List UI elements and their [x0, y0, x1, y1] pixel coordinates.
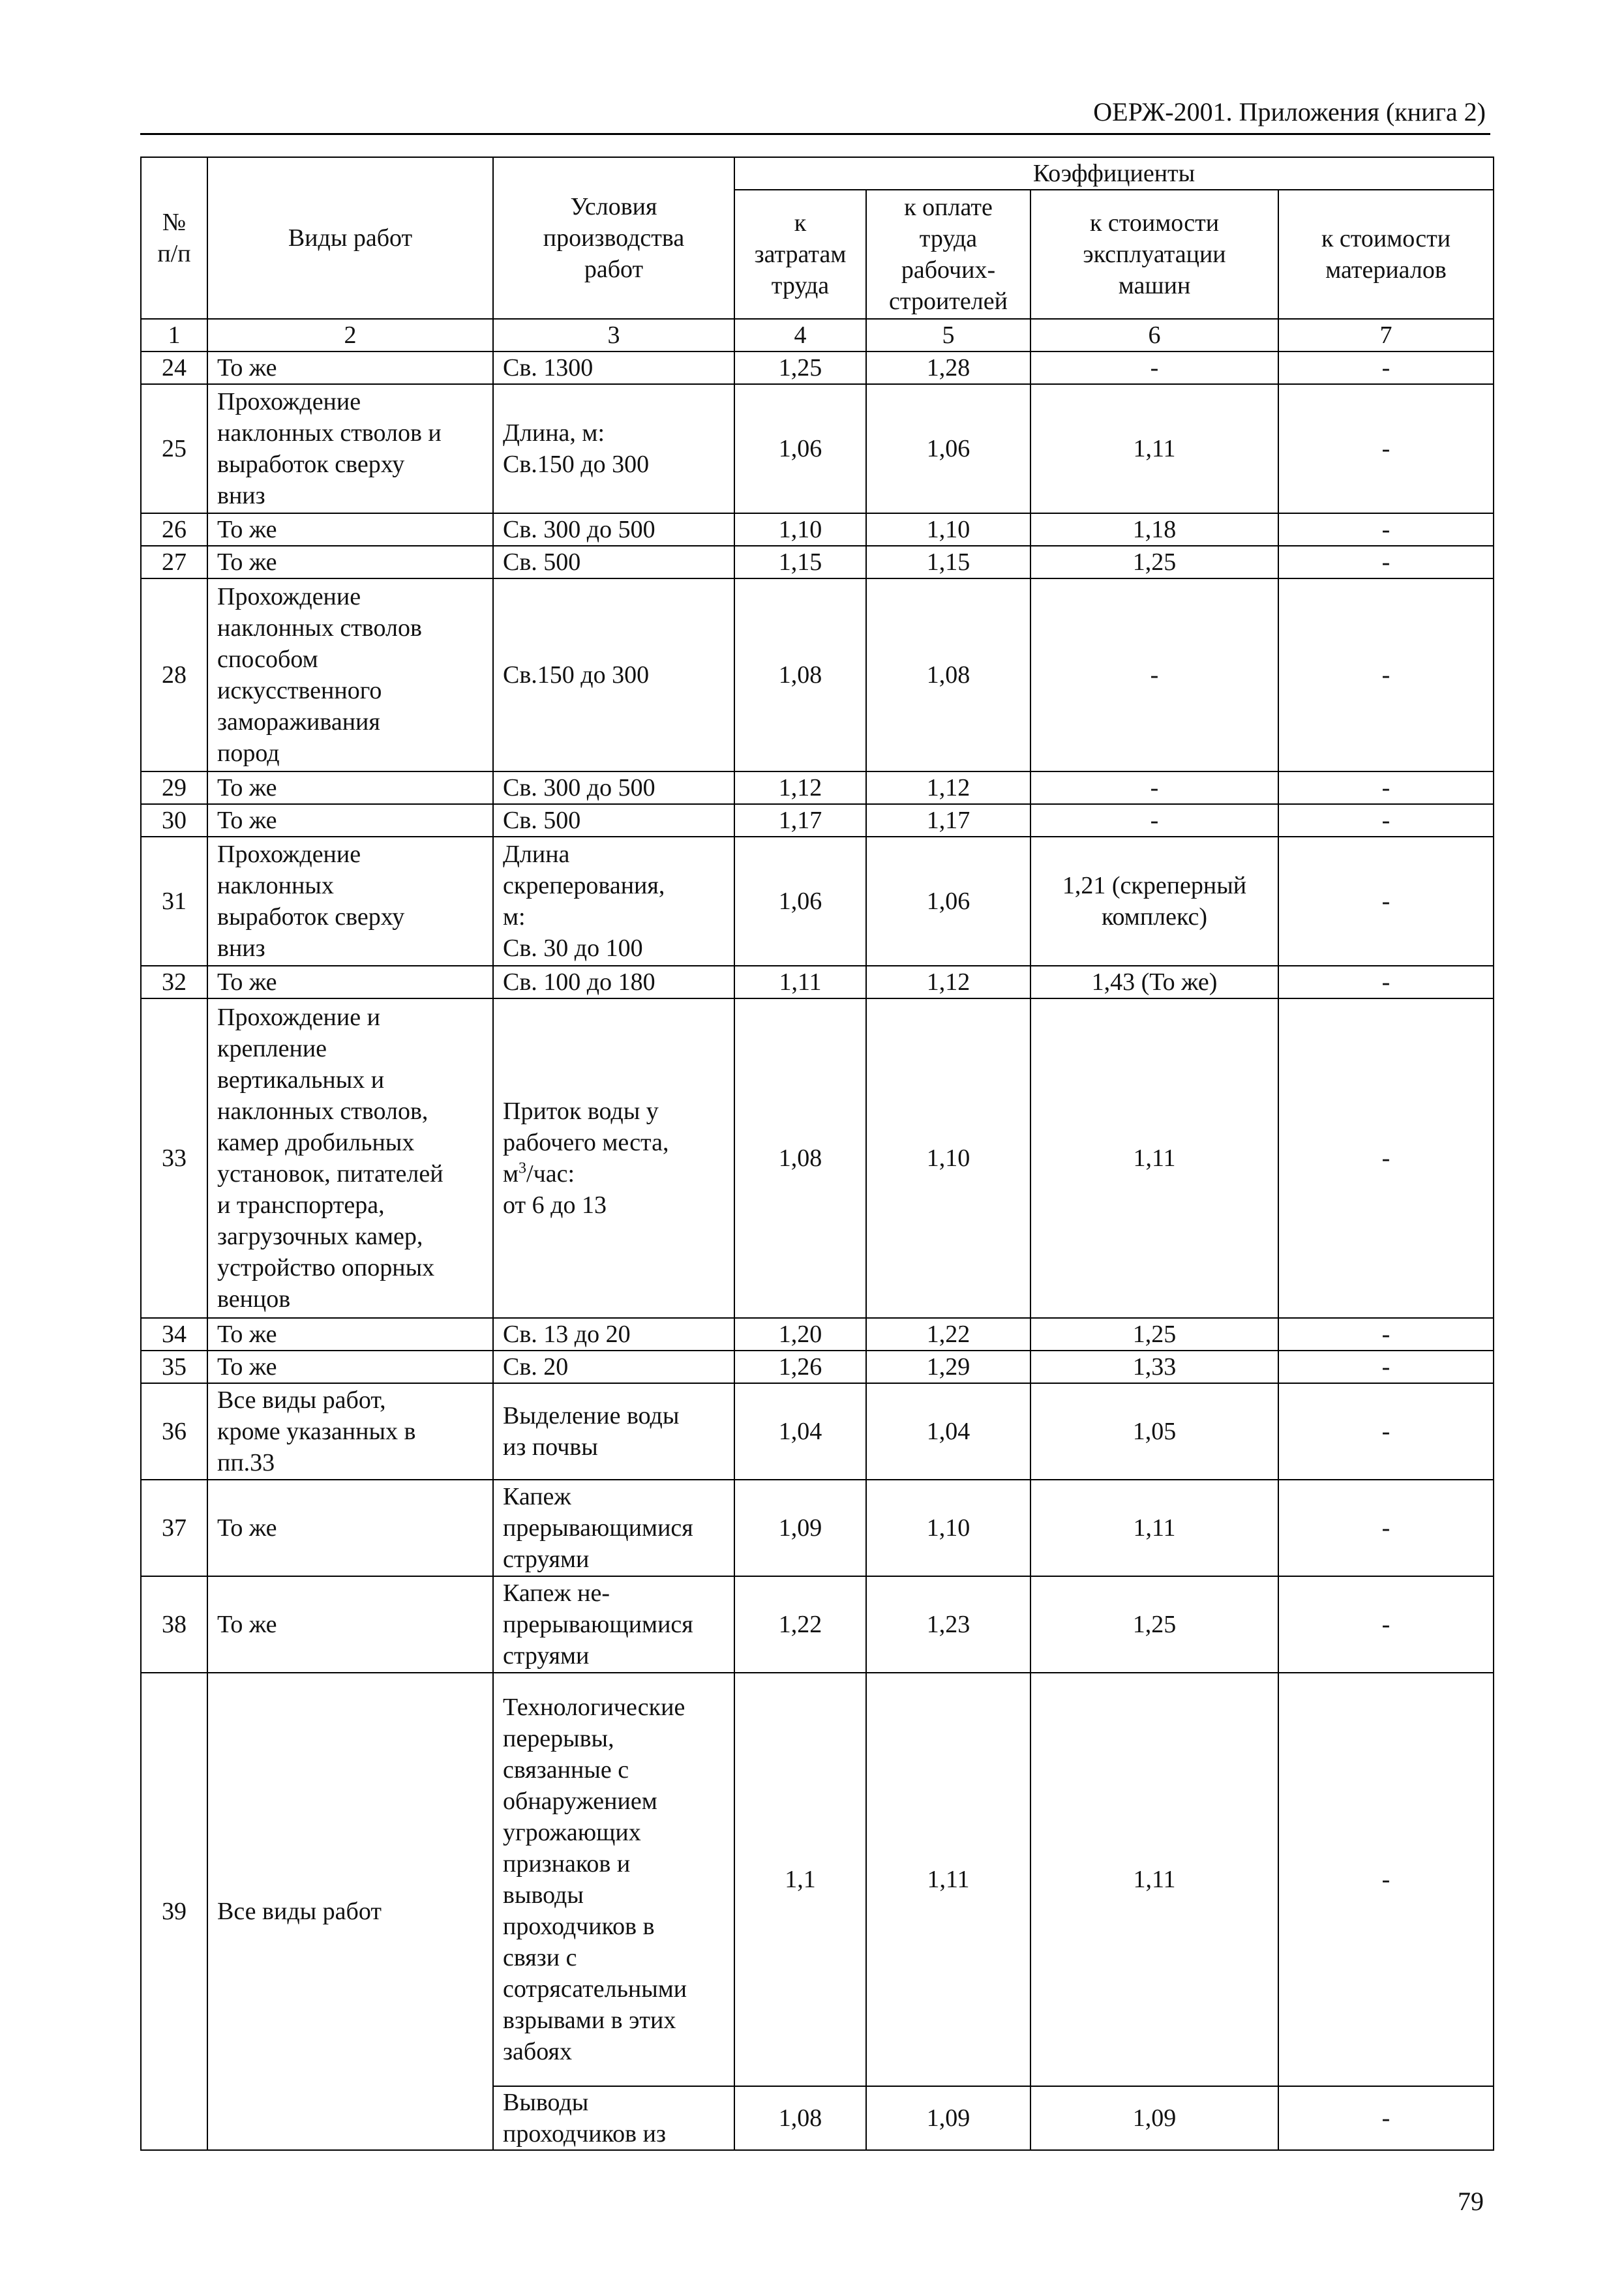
table-row [141, 1480, 1494, 1576]
column-number-row [141, 319, 1494, 352]
coef-wages: 1,12 [866, 966, 1030, 998]
coef-wages: 1,09 [866, 2086, 1030, 2150]
coef-wages: 1,15 [866, 546, 1030, 578]
work-type: То же [207, 352, 493, 384]
page-number: 79 [1458, 2187, 1484, 2216]
header-machines: к стоимости эксплуатации машин [1030, 190, 1278, 319]
coef-machines: - [1030, 578, 1278, 771]
work-type: То же [207, 1318, 493, 1351]
row-number: 33 [141, 998, 207, 1318]
coef-machines: 1,33 [1030, 1351, 1278, 1383]
conditions: Св. 13 до 20 [493, 1318, 734, 1351]
work-type: То же [207, 1351, 493, 1383]
table-row [141, 1351, 1494, 1383]
work-type: Прохождение и крепление вертикальных и наклонных стволов, камер дробильных установок, питателей и транспортера, загрузочных камер, устройство опорных венцов [207, 998, 493, 1318]
coef-wages: 1,10 [866, 1480, 1030, 1576]
conditions: Св. 500 [493, 804, 734, 837]
work-type: То же [207, 804, 493, 837]
header-wages: к оплате труда рабочих- строителей [866, 190, 1030, 319]
coef-materials: - [1278, 966, 1494, 998]
coef-machines: 1,18 [1030, 513, 1278, 546]
coef-machines: 1,43 (То же) [1030, 966, 1278, 998]
coef-wages: 1,06 [866, 837, 1030, 966]
table-row [141, 804, 1494, 837]
coef-labor: 1,04 [734, 1383, 866, 1480]
coef-materials: - [1278, 578, 1494, 771]
coef-materials: - [1278, 1383, 1494, 1480]
work-type: Все виды работ [207, 1673, 493, 2150]
conditions: Св. 20 [493, 1351, 734, 1383]
conditions: Выводы проходчиков из [493, 2086, 734, 2150]
table-row [141, 837, 1494, 966]
coef-machines: - [1030, 352, 1278, 384]
table-row [141, 771, 1494, 804]
work-type: Прохождение наклонных стволов и выработок сверху вниз [207, 384, 493, 513]
coef-materials: - [1278, 1318, 1494, 1351]
conditions: Св. 1300 [493, 352, 734, 384]
coef-labor: 1,26 [734, 1351, 866, 1383]
row-number: 38 [141, 1576, 207, 1673]
coef-labor: 1,08 [734, 2086, 866, 2150]
conditions: Св. 500 [493, 546, 734, 578]
coef-wages: 1,29 [866, 1351, 1030, 1383]
table-row [141, 578, 1494, 771]
coef-materials: - [1278, 837, 1494, 966]
coef-wages: 1,23 [866, 1576, 1030, 1673]
coef-wages: 1,04 [866, 1383, 1030, 1480]
header-num: № п/п [141, 157, 207, 319]
conditions: Выделение воды из почвы [493, 1383, 734, 1480]
coef-wages: 1,10 [866, 513, 1030, 546]
superscript: 3 [519, 1159, 527, 1177]
coef-labor: 1,20 [734, 1318, 866, 1351]
work-type: Прохождение наклонных выработок сверху вниз [207, 837, 493, 966]
conditions: Св. 100 до 180 [493, 966, 734, 998]
coef-materials: - [1278, 384, 1494, 513]
column-number: 2 [207, 319, 493, 352]
coef-labor: 1,1 [734, 1673, 866, 2086]
coef-machines: 1,11 [1030, 998, 1278, 1318]
coef-labor: 1,08 [734, 578, 866, 771]
coef-materials: - [1278, 1576, 1494, 1673]
header-work: Виды работ [207, 157, 493, 319]
column-number: 6 [1030, 319, 1278, 352]
conditions: Приток воды у рабочего места, $м^3$/час: от 6 до 13 [493, 998, 734, 1318]
coef-labor: 1,12 [734, 771, 866, 804]
row-number: 27 [141, 546, 207, 578]
coef-wages: 1,11 [866, 1673, 1030, 2086]
row-number: 36 [141, 1383, 207, 1480]
coef-labor: 1,06 [734, 837, 866, 966]
work-type: То же [207, 1576, 493, 1673]
work-type: Прохождение наклонных стволов способом искусственного замораживания пород [207, 578, 493, 771]
coef-materials: - [1278, 2086, 1494, 2150]
header-coefficients: Коэффициенты [734, 157, 1494, 190]
header-conditions: Условия производства работ [493, 157, 734, 319]
conditions: Технологические перерывы, связанные с обнаружением угрожающих признаков и выводы проходчиков в связи с сотрясательными взрывами в этих забоях [493, 1673, 734, 2086]
row-number: 35 [141, 1351, 207, 1383]
work-type: То же [207, 546, 493, 578]
table-row [141, 1673, 1494, 2086]
table-row [141, 998, 1494, 1318]
header-rule [140, 133, 1490, 135]
conditions: Св.150 до 300 [493, 578, 734, 771]
conditions: Капеж прерывающимися струями [493, 1480, 734, 1576]
row-number: 30 [141, 804, 207, 837]
table-row [141, 1576, 1494, 1673]
column-number: 5 [866, 319, 1030, 352]
table-row [141, 546, 1494, 578]
coef-machines: 1,25 [1030, 1318, 1278, 1351]
coef-materials: - [1278, 1480, 1494, 1576]
conditions: Длина скреперования, м: Св. 30 до 100 [493, 837, 734, 966]
conditions: Капеж не- прерывающимися струями [493, 1576, 734, 1673]
work-type: То же [207, 513, 493, 546]
coef-labor: 1,17 [734, 804, 866, 837]
coef-materials: - [1278, 1673, 1494, 2086]
coef-machines: 1,05 [1030, 1383, 1278, 1480]
coef-wages: 1,12 [866, 771, 1030, 804]
column-number: 1 [141, 319, 207, 352]
coef-labor: 1,08 [734, 998, 866, 1318]
header-materials: к стоимости материалов [1278, 190, 1494, 319]
coef-materials: - [1278, 804, 1494, 837]
row-number: 25 [141, 384, 207, 513]
row-number: 31 [141, 837, 207, 966]
header-labor: к затратам труда [734, 190, 866, 319]
row-number: 32 [141, 966, 207, 998]
coefficients-table [140, 157, 1494, 2151]
table-row [141, 352, 1494, 384]
row-number: 37 [141, 1480, 207, 1576]
coef-labor: 1,10 [734, 513, 866, 546]
coef-materials: - [1278, 1351, 1494, 1383]
row-number: 39 [141, 1673, 207, 2150]
coef-labor: 1,25 [734, 352, 866, 384]
coef-machines: 1,09 [1030, 2086, 1278, 2150]
column-number: 3 [493, 319, 734, 352]
coef-materials: - [1278, 771, 1494, 804]
coef-materials: - [1278, 513, 1494, 546]
table-row [141, 1318, 1494, 1351]
row-number: 34 [141, 1318, 207, 1351]
coef-machines: 1,11 [1030, 384, 1278, 513]
coef-machines: - [1030, 804, 1278, 837]
work-type: То же [207, 1480, 493, 1576]
coef-wages: 1,22 [866, 1318, 1030, 1351]
coef-materials: - [1278, 352, 1494, 384]
conditions: Св. 300 до 500 [493, 513, 734, 546]
coef-machines: - [1030, 771, 1278, 804]
conditions: Длина, м: Св.150 до 300 [493, 384, 734, 513]
table-row [141, 384, 1494, 513]
column-number: 4 [734, 319, 866, 352]
coef-machines: 1,11 [1030, 1480, 1278, 1576]
row-number: 24 [141, 352, 207, 384]
document-header-title: ОЕРЖ-2001. Приложения (книга 2) [1093, 97, 1486, 127]
row-number: 28 [141, 578, 207, 771]
table-row [141, 513, 1494, 546]
coef-wages: 1,10 [866, 998, 1030, 1318]
row-number: 26 [141, 513, 207, 546]
header-row-1 [141, 157, 1494, 190]
coef-materials: - [1278, 998, 1494, 1318]
coef-labor: 1,15 [734, 546, 866, 578]
coef-wages: 1,28 [866, 352, 1030, 384]
coef-labor: 1,22 [734, 1576, 866, 1673]
coef-wages: 1,06 [866, 384, 1030, 513]
work-type: Все виды работ, кроме указанных в пп.33 [207, 1383, 493, 1480]
table-row [141, 966, 1494, 998]
coef-machines: 1,21 (скреперный комплекс) [1030, 837, 1278, 966]
coef-labor: 1,11 [734, 966, 866, 998]
work-type: То же [207, 771, 493, 804]
table-row [141, 1383, 1494, 1480]
coef-labor: 1,09 [734, 1480, 866, 1576]
coef-materials: - [1278, 546, 1494, 578]
coef-machines: 1,25 [1030, 546, 1278, 578]
coef-wages: 1,08 [866, 578, 1030, 771]
coef-machines: 1,11 [1030, 1673, 1278, 2086]
coef-wages: 1,17 [866, 804, 1030, 837]
conditions: Св. 300 до 500 [493, 771, 734, 804]
coef-machines: 1,25 [1030, 1576, 1278, 1673]
coef-labor: 1,06 [734, 384, 866, 513]
work-type: То же [207, 966, 493, 998]
row-number: 29 [141, 771, 207, 804]
column-number: 7 [1278, 319, 1494, 352]
